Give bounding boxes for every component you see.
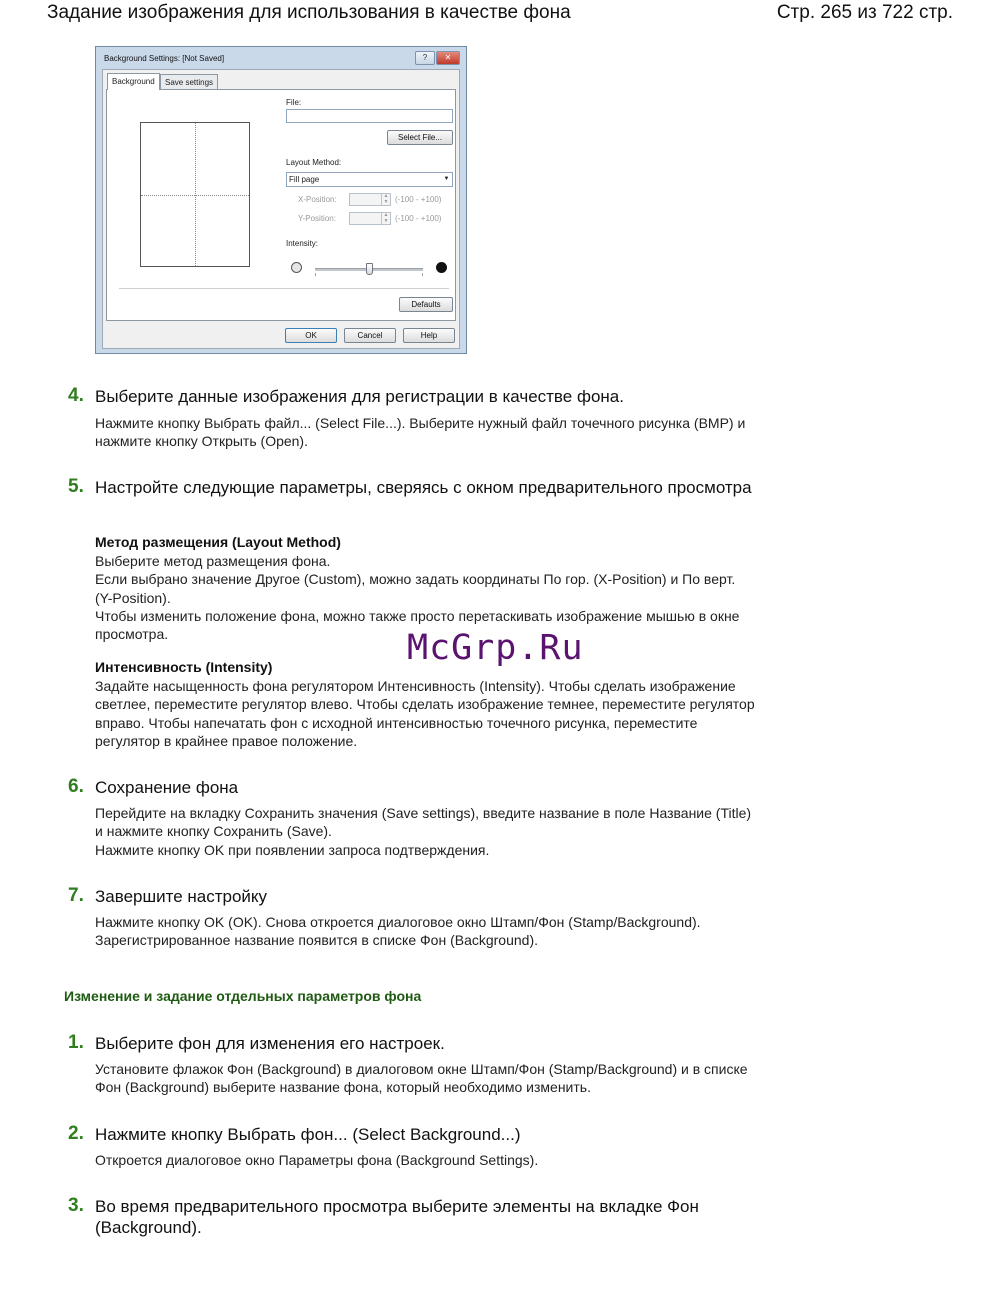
y-position-range: (-100 - +100) — [395, 214, 442, 223]
step-body: Нажмите кнопку Выбрать файл... (Select File...). Выберите нужный файл точечного рисунка (BMP) и нажмите кнопку Открыть (Open). — [95, 415, 746, 450]
step-number: 2. — [68, 1123, 84, 1144]
defaults-button[interactable]: Defaults — [399, 297, 453, 312]
tab-background[interactable]: Background — [107, 73, 160, 90]
intensity-heading: Интенсивность (Intensity) — [95, 659, 273, 675]
help-title-button[interactable]: ? — [415, 51, 435, 65]
step-title: Завершите настройку — [95, 887, 268, 906]
layout-method-text: Выберите метод размещения фона. Если выбрано значение Другое (Custom), можно задать координаты По гор. (X-Position) и По верт. (Y-Position). Чтобы изменить положение фона, можно также просто перетаскивать изображение мышью в окне просмотра. — [95, 553, 740, 643]
file-label: File: — [286, 98, 302, 107]
tab-save-settings[interactable]: Save settings — [160, 74, 218, 89]
layout-method-select[interactable] — [286, 172, 453, 187]
step-title: Выберите данные изображения для регистрации в качестве фона. — [95, 387, 624, 406]
step-number: 3. — [68, 1195, 84, 1216]
intensity-text: Задайте насыщенность фона регулятором Интенсивность (Intensity). Чтобы сделать изображение светлее, переместите регулятор влево. Чтобы сделать изображение темнее, переместите регулятор вправо. Чтобы напечатать фон с исходной интенсивностью точечного рисунка, переместите регулятор в крайнее правое положение. — [95, 678, 755, 749]
cancel-button[interactable]: Cancel — [344, 328, 396, 343]
layout-method-label: Layout Method: — [286, 158, 342, 167]
step-title: Сохранение фона — [95, 778, 239, 797]
step-number: 6. — [68, 776, 84, 797]
intensity-label: Intensity: — [286, 239, 319, 248]
step-body: Откроется диалоговое окно Параметры фона (Background Settings). — [95, 1152, 539, 1168]
step-number: 7. — [68, 885, 84, 906]
step-number: 5. — [68, 476, 84, 497]
y-position-label: Y-Position: — [298, 214, 336, 223]
preview-area[interactable] — [140, 122, 250, 267]
watermark: McGrp.Ru — [407, 628, 584, 668]
step-title: Нажмите кнопку Выбрать фон... (Select Background...) — [95, 1125, 521, 1144]
ok-button[interactable]: OK — [285, 328, 337, 343]
file-input[interactable] — [286, 109, 453, 123]
page-number: Стр. 265 из 722 стр. — [776, 2, 953, 23]
step-number: 1. — [68, 1032, 84, 1053]
layout-method-value: Fill page — [289, 175, 320, 184]
layout-method-heading: Метод размещения (Layout Method) — [95, 534, 341, 550]
x-position-label: X-Position: — [298, 195, 337, 204]
dark-circle-icon — [436, 262, 447, 273]
spin-arrows-icon: ▲ ▼ — [381, 194, 390, 205]
x-position-spinner[interactable] — [349, 193, 391, 206]
close-icon[interactable]: ✕ — [436, 51, 460, 65]
light-circle-icon — [291, 262, 302, 273]
page-header-title: Задание изображения для использования в качестве фона — [47, 2, 571, 23]
background-settings-dialog — [95, 46, 467, 354]
step-title: Во время предварительного просмотра выберите элементы на вкладке Фон (Background). — [95, 1197, 699, 1237]
step-title: Настройте следующие параметры, сверяясь с окном предварительного просмотра — [95, 478, 752, 497]
dialog-title: Background Settings: [Not Saved] — [104, 54, 225, 63]
step-title: Выберите фон для изменения его настроек. — [95, 1034, 445, 1053]
step-body: Установите флажок Фон (Background) в диалоговом окне Штамп/Фон (Stamp/Background) и в списке Фон (Background) выберите название фона, который необходимо изменить. — [95, 1061, 748, 1096]
intensity-slider-thumb[interactable] — [366, 263, 373, 275]
help-button[interactable]: Help — [403, 328, 455, 343]
select-file-button[interactable]: Select File... — [387, 130, 453, 145]
x-position-range: (-100 - +100) — [395, 195, 442, 204]
step-body: Нажмите кнопку OK (OK). Снова откроется диалоговое окно Штамп/Фон (Stamp/Background). Зарегистрированное название появится в списке Фон (Background). — [95, 914, 701, 949]
spin-arrows-icon: ▲ ▼ — [381, 213, 390, 224]
section-title: Изменение и задание отдельных параметров фона — [64, 988, 422, 1004]
step-body: Перейдите на вкладку Сохранить значения (Save settings), введите название в поле Название (Title) и нажмите кнопку Сохранить (Save). Нажмите кнопку OK при появлении запроса подтверждения. — [95, 805, 752, 858]
step-number: 4. — [68, 385, 84, 406]
y-position-spinner[interactable] — [349, 212, 391, 225]
tab-panel — [106, 89, 456, 321]
chevron-down-icon: ▼ — [443, 176, 450, 182]
